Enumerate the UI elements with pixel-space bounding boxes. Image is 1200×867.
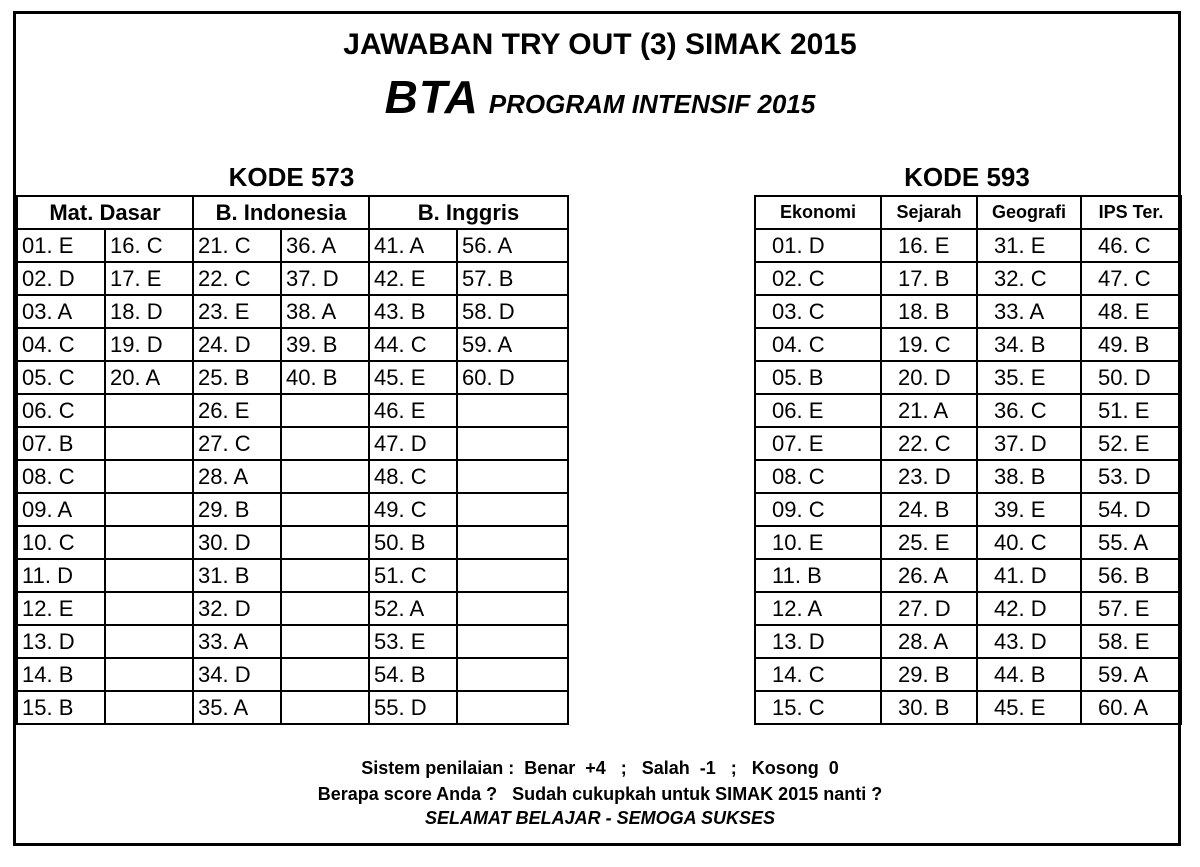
answer-cell	[281, 559, 369, 592]
table-row	[755, 493, 1181, 526]
program-name: PROGRAM INTENSIF 2015	[488, 89, 816, 119]
table-row	[17, 559, 568, 592]
answer-cell: 29. B	[193, 493, 281, 526]
answer-cell: 43. D	[977, 625, 1081, 658]
header-b-inggris: B. Inggris	[369, 196, 568, 229]
answer-cell	[457, 394, 568, 427]
answer-cell: 23. E	[193, 295, 281, 328]
answer-cell: 22. C	[193, 262, 281, 295]
answer-cell	[105, 691, 193, 724]
table-row	[17, 328, 568, 361]
table-row	[17, 427, 568, 460]
answer-cell: 49. B	[1081, 328, 1181, 361]
answer-cell	[281, 394, 369, 427]
answer-cell: 20. A	[105, 361, 193, 394]
answer-cell: 03. C	[755, 295, 881, 328]
answer-cell	[281, 625, 369, 658]
answer-cell: 22. C	[881, 427, 977, 460]
answer-cell: 49. C	[369, 493, 457, 526]
answer-cell: 56. B	[1081, 559, 1181, 592]
answer-cell: 21. A	[881, 394, 977, 427]
answer-cell: 36. C	[977, 394, 1081, 427]
table-row	[17, 361, 568, 394]
table-row	[17, 229, 568, 262]
answer-cell	[281, 592, 369, 625]
header-ekonomi: Ekonomi	[755, 196, 881, 229]
table-row	[755, 460, 1181, 493]
table-row	[755, 328, 1181, 361]
answer-cell: 06. E	[755, 394, 881, 427]
answer-cell: 55. A	[1081, 526, 1181, 559]
header-geografi: Geografi	[977, 196, 1081, 229]
answer-cell: 54. B	[369, 658, 457, 691]
answer-cell: 40. C	[977, 526, 1081, 559]
table-header-row	[17, 196, 568, 229]
answer-cell	[281, 493, 369, 526]
answer-cell: 43. B	[369, 295, 457, 328]
answer-cell: 33. A	[977, 295, 1081, 328]
answer-cell: 06. C	[17, 394, 105, 427]
answer-cell: 38. B	[977, 460, 1081, 493]
answer-cell: 13. D	[17, 625, 105, 658]
answer-cell: 01. D	[755, 229, 881, 262]
answer-cell	[105, 559, 193, 592]
closing-message: SELAMAT BELAJAR - SEMOGA SUKSES	[424, 808, 776, 828]
answer-cell: 08. C	[755, 460, 881, 493]
score-question: Berapa score Anda ? Sudah cukupkah untuk SIMAK 2015 nanti ?	[317, 784, 883, 804]
answer-cell: 21. C	[193, 229, 281, 262]
answer-cell: 59. A	[1081, 658, 1181, 691]
answer-cell: 35. E	[977, 361, 1081, 394]
header-b-indonesia: B. Indonesia	[193, 196, 369, 229]
answer-cell: 10. E	[755, 526, 881, 559]
answer-cell	[457, 526, 568, 559]
answer-cell: 52. A	[369, 592, 457, 625]
answer-cell: 47. D	[369, 427, 457, 460]
answer-cell	[457, 460, 568, 493]
bta-logo: BTA	[384, 71, 479, 123]
answer-cell: 17. E	[105, 262, 193, 295]
answer-cell	[281, 526, 369, 559]
answer-cell: 38. A	[281, 295, 369, 328]
table-row	[755, 526, 1181, 559]
answer-cell: 25. B	[193, 361, 281, 394]
kode-593-label: KODE 593	[904, 162, 1030, 192]
subtitle	[0, 70, 1200, 124]
table-row	[17, 526, 568, 559]
header-mat-dasar: Mat. Dasar	[17, 196, 193, 229]
answer-cell	[105, 592, 193, 625]
answer-cell: 13. D	[755, 625, 881, 658]
answer-cell: 29. B	[881, 658, 977, 691]
answer-cell: 04. C	[755, 328, 881, 361]
answer-cell: 44. B	[977, 658, 1081, 691]
answer-cell: 05. B	[755, 361, 881, 394]
table-row	[17, 394, 568, 427]
answer-cell: 27. C	[193, 427, 281, 460]
answer-table-573	[16, 195, 569, 725]
table-row	[17, 295, 568, 328]
answer-cell: 11. D	[17, 559, 105, 592]
table-row	[17, 460, 568, 493]
answer-cell: 47. C	[1081, 262, 1181, 295]
answer-cell: 14. C	[755, 658, 881, 691]
table-row	[755, 262, 1181, 295]
answer-cell: 42. D	[977, 592, 1081, 625]
answer-cell: 60. A	[1081, 691, 1181, 724]
answer-cell: 16. E	[881, 229, 977, 262]
table-row	[755, 427, 1181, 460]
table-row	[17, 625, 568, 658]
table-row	[755, 394, 1181, 427]
answer-cell: 50. D	[1081, 361, 1181, 394]
answer-cell: 30. D	[193, 526, 281, 559]
answer-cell: 53. E	[369, 625, 457, 658]
answer-cell	[105, 460, 193, 493]
answer-cell: 04. C	[17, 328, 105, 361]
answer-cell	[105, 658, 193, 691]
answer-cell: 12. A	[755, 592, 881, 625]
answer-cell: 16. C	[105, 229, 193, 262]
answer-cell: 42. E	[369, 262, 457, 295]
answer-cell: 37. D	[281, 262, 369, 295]
answer-cell: 35. A	[193, 691, 281, 724]
answer-cell: 26. A	[881, 559, 977, 592]
answer-cell: 51. E	[1081, 394, 1181, 427]
answer-cell: 60. D	[457, 361, 568, 394]
answer-cell	[281, 691, 369, 724]
answer-cell: 08. C	[17, 460, 105, 493]
table-row	[17, 592, 568, 625]
answer-cell: 28. A	[881, 625, 977, 658]
answer-cell: 32. D	[193, 592, 281, 625]
answer-cell: 03. A	[17, 295, 105, 328]
answer-cell: 55. D	[369, 691, 457, 724]
answer-cell: 45. E	[977, 691, 1081, 724]
answer-cell: 02. C	[755, 262, 881, 295]
answer-cell	[105, 625, 193, 658]
answer-cell: 24. D	[193, 328, 281, 361]
answer-cell: 40. B	[281, 361, 369, 394]
answer-cell	[457, 493, 568, 526]
scoring-system: Sistem penilaian : Benar +4 ; Salah -1 ; Kosong 0	[361, 758, 839, 778]
answer-cell: 34. D	[193, 658, 281, 691]
answer-cell: 01. E	[17, 229, 105, 262]
answer-cell: 27. D	[881, 592, 977, 625]
answer-cell: 23. D	[881, 460, 977, 493]
answer-cell: 10. C	[17, 526, 105, 559]
answer-cell: 58. D	[457, 295, 568, 328]
answer-cell	[105, 427, 193, 460]
answer-cell: 39. B	[281, 328, 369, 361]
table-row	[17, 493, 568, 526]
answer-cell: 54. D	[1081, 493, 1181, 526]
answer-cell	[105, 493, 193, 526]
header-sejarah: Sejarah	[881, 196, 977, 229]
kode-573-label: KODE 573	[228, 162, 355, 192]
answer-cell: 20. D	[881, 361, 977, 394]
answer-cell: 07. B	[17, 427, 105, 460]
answer-cell: 11. B	[755, 559, 881, 592]
answer-cell: 41. A	[369, 229, 457, 262]
answer-cell: 26. E	[193, 394, 281, 427]
answer-cell: 34. B	[977, 328, 1081, 361]
table-row	[755, 691, 1181, 724]
answer-cell: 41. D	[977, 559, 1081, 592]
table-row	[17, 691, 568, 724]
answer-cell: 57. B	[457, 262, 568, 295]
answer-cell: 48. C	[369, 460, 457, 493]
table-row	[755, 625, 1181, 658]
answer-cell: 31. B	[193, 559, 281, 592]
answer-cell: 17. B	[881, 262, 977, 295]
answer-cell	[457, 427, 568, 460]
answer-cell: 50. B	[369, 526, 457, 559]
answer-cell: 12. E	[17, 592, 105, 625]
answer-cell: 45. E	[369, 361, 457, 394]
table-row	[755, 295, 1181, 328]
answer-cell: 24. B	[881, 493, 977, 526]
answer-cell: 30. B	[881, 691, 977, 724]
answer-cell	[105, 526, 193, 559]
answer-cell: 31. E	[977, 229, 1081, 262]
answer-cell: 58. E	[1081, 625, 1181, 658]
answer-cell: 48. E	[1081, 295, 1181, 328]
answer-cell: 18. B	[881, 295, 977, 328]
answer-cell: 09. C	[755, 493, 881, 526]
answer-cell: 59. A	[457, 328, 568, 361]
answer-cell	[457, 592, 568, 625]
answer-cell: 25. E	[881, 526, 977, 559]
answer-cell: 46. C	[1081, 229, 1181, 262]
answer-cell: 53. D	[1081, 460, 1181, 493]
table-row	[755, 559, 1181, 592]
answer-cell: 39. E	[977, 493, 1081, 526]
answer-cell	[281, 658, 369, 691]
answer-cell: 09. A	[17, 493, 105, 526]
answer-cell: 14. B	[17, 658, 105, 691]
answer-cell: 46. E	[369, 394, 457, 427]
header-ips-terpadu: IPS Ter.	[1081, 196, 1181, 229]
answer-cell: 19. D	[105, 328, 193, 361]
table-row	[755, 361, 1181, 394]
answer-cell	[457, 625, 568, 658]
answer-cell	[281, 427, 369, 460]
answer-cell: 05. C	[17, 361, 105, 394]
answer-cell	[457, 658, 568, 691]
answer-cell	[457, 559, 568, 592]
answer-cell: 18. D	[105, 295, 193, 328]
answer-cell: 51. C	[369, 559, 457, 592]
answer-cell: 32. C	[977, 262, 1081, 295]
answer-cell	[105, 394, 193, 427]
answer-cell: 44. C	[369, 328, 457, 361]
answer-cell: 28. A	[193, 460, 281, 493]
answer-cell	[457, 691, 568, 724]
table-row	[755, 592, 1181, 625]
answer-table-593	[754, 195, 1182, 725]
table-row	[755, 229, 1181, 262]
answer-cell: 33. A	[193, 625, 281, 658]
page-title: JAWABAN TRY OUT (3) SIMAK 2015	[343, 28, 857, 61]
answer-cell: 19. C	[881, 328, 977, 361]
answer-cell: 15. C	[755, 691, 881, 724]
answer-cell: 52. E	[1081, 427, 1181, 460]
answer-cell: 56. A	[457, 229, 568, 262]
table-row	[755, 658, 1181, 691]
table-row	[17, 262, 568, 295]
answer-cell: 57. E	[1081, 592, 1181, 625]
answer-cell: 36. A	[281, 229, 369, 262]
answer-cell: 15. B	[17, 691, 105, 724]
answer-cell	[281, 460, 369, 493]
table-row	[17, 658, 568, 691]
table-header-row	[755, 196, 1181, 229]
answer-cell: 07. E	[755, 427, 881, 460]
answer-cell: 02. D	[17, 262, 105, 295]
answer-cell: 37. D	[977, 427, 1081, 460]
